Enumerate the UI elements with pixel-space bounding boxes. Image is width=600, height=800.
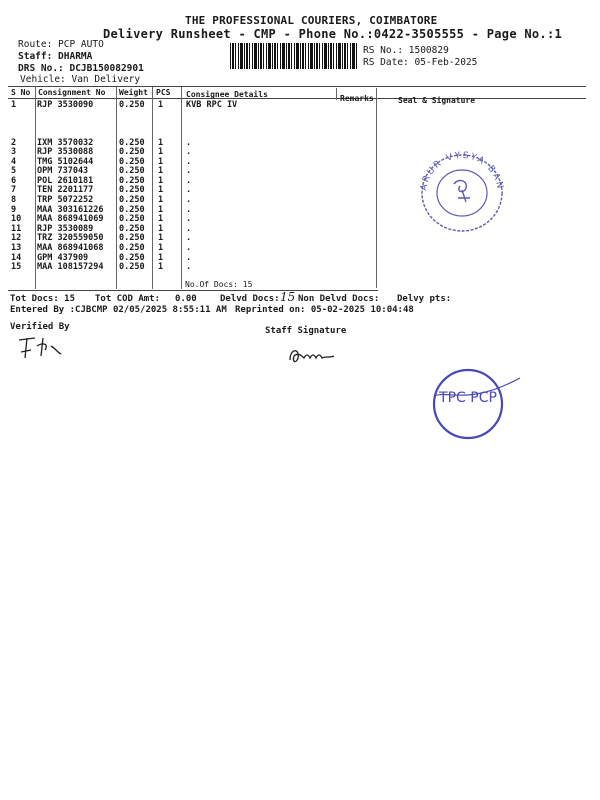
non-delvd-label: Non Delvd Docs: [298,294,380,304]
row-weight: 0.250 [119,243,145,253]
row-pcs: 1 [158,138,164,148]
staff-signature-label: Staff Signature [265,326,347,336]
row-pcs: 1 [158,262,164,272]
drs-number: DRS No.: DCJB150082901 [18,63,144,74]
row-pcs: 1 [158,176,164,186]
row-sno: 4 [11,157,17,167]
row-sno: 13 [11,243,22,253]
row-weight: 0.250 [119,138,145,148]
tot-cod-label: Tot COD Amt: [95,294,161,304]
row-consignment-no: RJP 3530090 [37,100,94,110]
bank-seal-stamp [410,141,510,238]
col-divider [116,87,117,289]
row-weight: 0.250 [119,166,145,176]
row-weight: 0.250 [119,185,145,195]
row-weight: 0.250 [119,224,145,234]
row-pcs: 1 [158,100,164,110]
courier-stamp-text: TPC PCP [439,390,497,406]
col-weight: Weight [119,88,148,97]
row-weight: 0.250 [119,157,145,167]
row-weight: 0.250 [119,147,145,157]
row-pcs: 1 [158,214,164,224]
row-consignee-details: . [186,176,192,186]
row-sno: 11 [11,224,22,234]
row-sno: 2 [11,138,17,148]
row-consignee-details: KVB RPC IV [186,100,238,110]
row-weight: 0.250 [119,205,145,215]
row-consignee-details: . [186,233,192,243]
reprinted-on: Reprinted on: 05-02-2025 10:04:48 [235,305,414,315]
row-pcs: 1 [158,157,164,167]
col-divider [336,88,337,100]
tot-docs: Tot Docs: 15 [10,294,76,304]
row-consignment-no: IXM 3570032 [37,138,94,148]
row-consignee-details: . [186,195,192,205]
row-consignment-no: MAA 108157294 [37,262,104,272]
col-pcs: PCS [156,88,171,97]
rs-number: RS No.: 1500829 [363,45,449,56]
svg-text:KARUR VYSYA BANK [410,141,505,191]
row-pcs: 1 [158,166,164,176]
row-sno: 14 [11,253,22,263]
row-sno: 6 [11,176,17,186]
row-pcs: 1 [158,195,164,205]
staff-label: Staff: DHARMA [18,51,93,62]
row-weight: 0.250 [119,176,145,186]
col-seal: Seal & Signature [398,96,476,105]
row-pcs: 1 [158,147,164,157]
row-weight: 0.250 [119,262,145,272]
table-top-rule [8,86,586,87]
barcode [230,43,358,69]
row-consignee-details: . [186,205,192,215]
row-weight: 0.250 [119,253,145,263]
row-consignment-no: RJP 3530088 [37,147,94,157]
row-consignment-no: MAA 868941068 [37,243,104,253]
row-consignment-no: RJP 3530089 [37,224,94,234]
row-consignee-details: . [186,243,192,253]
row-consignee-details: . [186,166,192,176]
row-sno: 5 [11,166,17,176]
row-consignment-no: TRZ 320559050 [37,233,104,243]
row-pcs: 1 [158,185,164,195]
company-name: THE PROFESSIONAL COURIERS, COIMBATORE [185,14,438,27]
delvy-pts-label: Delvy pts: [397,294,452,304]
courier-round-stamp [428,366,524,446]
tot-cod-value: 0.00 [175,294,197,304]
col-divider [181,87,182,289]
row-consignment-no: TMG 5102644 [37,157,94,167]
row-consignment-no: GPM 437909 [37,253,89,263]
row-consignment-no: TRP 5072252 [37,195,94,205]
runsheet-title: Delivery Runsheet - CMP - Phone No.:0422-3505555 - Page No.:1 [103,27,563,41]
row-consignee-details: . [186,224,192,234]
col-divider [152,87,153,289]
row-sno: 12 [11,233,22,243]
row-consignee-details: . [186,253,192,263]
row-consignee-details: . [186,185,192,195]
rs-date: RS Date: 05-Feb-2025 [363,57,478,68]
delvd-docs-label: Delvd Docs: [220,294,280,304]
row-sno: 1 [11,100,17,110]
table-bottom-rule [8,290,378,291]
row-consignment-no: TEN 2201177 [37,185,94,195]
row-sno: 10 [11,214,22,224]
row-consignee-details: . [186,262,192,272]
row-weight: 0.250 [119,195,145,205]
table-header-rule [8,98,586,99]
bank-seal-text: KARUR VYSYA BANK [410,141,505,192]
col-divider [376,88,377,288]
col-consignee: Consignee Details [186,90,268,99]
verifier-signature [15,332,65,364]
delvd-docs-handwritten: 15 [280,290,296,304]
row-sno: 9 [11,205,17,215]
row-pcs: 1 [158,253,164,263]
row-sno: 15 [11,262,22,272]
row-consignee-details: . [186,214,192,224]
row-sno: 3 [11,147,17,157]
route-label: Route: PCP AUTO [18,39,104,50]
vehicle-label: Vehicle: Van Delivery [20,74,141,85]
row-consignee-details: . [186,157,192,167]
row-consignment-no: POL 2610181 [37,176,94,186]
staff-signature [286,344,346,366]
row-pcs: 1 [158,243,164,253]
entered-by: Entered By :CJBCMP 02/05/2025 8:55:11 AM [10,305,227,315]
row-weight: 0.250 [119,233,145,243]
row-consignment-no: MAA 303161226 [37,205,104,215]
row-consignment-no: OPM 737043 [37,166,89,176]
row-sno: 8 [11,195,17,205]
row-pcs: 1 [158,205,164,215]
no-of-docs: No.Of Docs: 15 [185,280,253,289]
verified-by-label: Verified By [10,322,70,332]
row-consignee-details: . [186,138,192,148]
col-sno: S No [11,88,31,97]
col-divider [35,87,36,289]
row-weight: 0.250 [119,100,145,110]
row-consignment-no: MAA 868941069 [37,214,104,224]
col-consignment: Consignment No [38,88,106,97]
col-remarks: Remarks [340,94,374,103]
row-pcs: 1 [158,224,164,234]
row-pcs: 1 [158,233,164,243]
row-consignee-details: . [186,147,192,157]
row-sno: 7 [11,185,17,195]
row-weight: 0.250 [119,214,145,224]
